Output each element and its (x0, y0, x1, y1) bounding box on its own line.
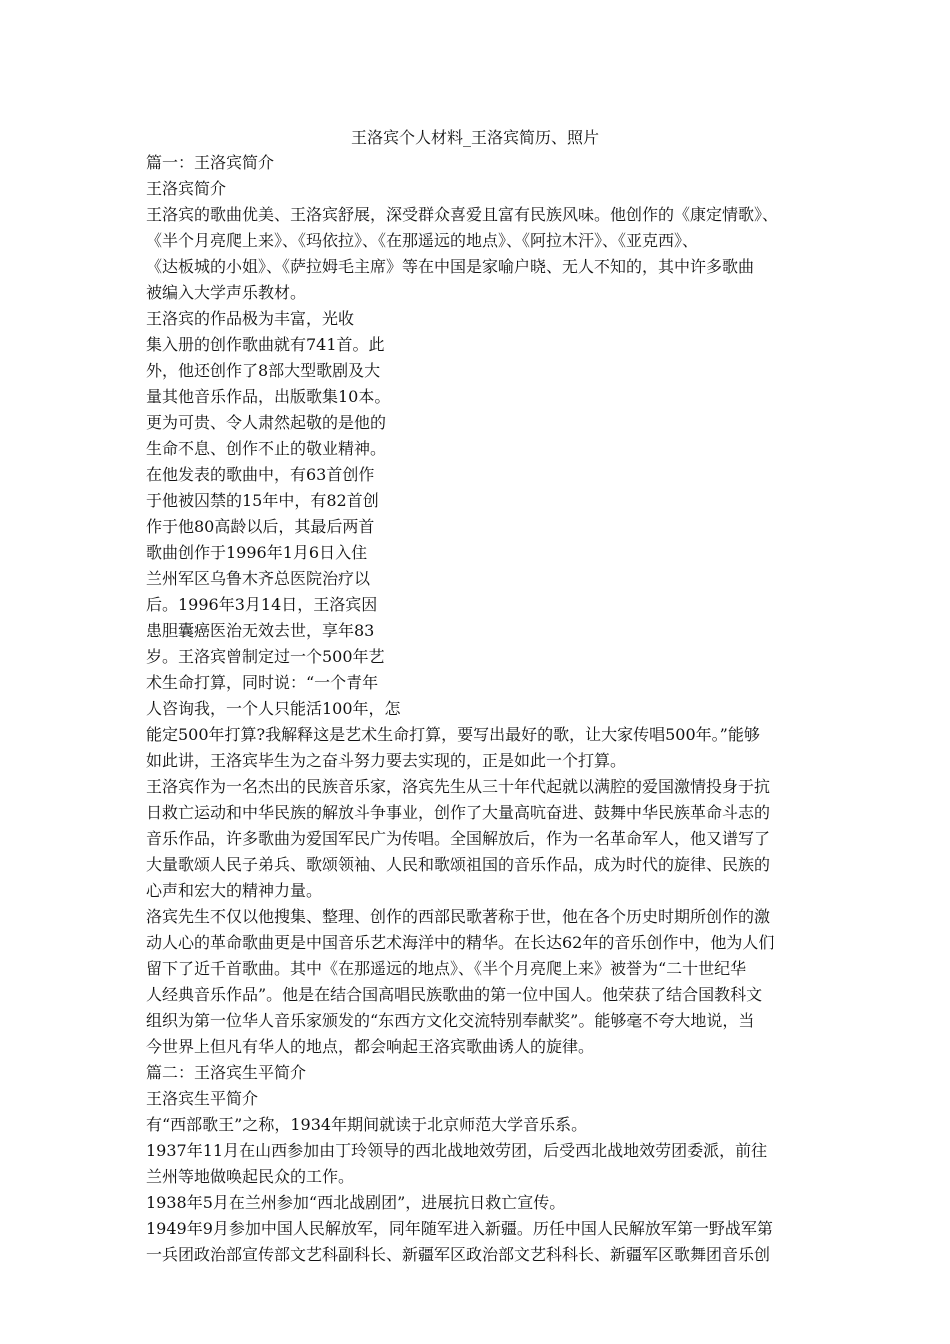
paragraph-line: 心声和宏大的精神力量。 (146, 881, 323, 900)
paragraph-line: 患胆囊癌医治无效去世，享年83 (146, 621, 375, 640)
subsection-heading: 王洛宾简介 (146, 179, 227, 198)
paragraph-line: 岁。王洛宾曾制定过一个500年艺 (146, 647, 385, 666)
paragraph-line: 能定500年打算?我解释这是艺术生命打算，要写出最好的歌，让大家传唱500年。”能够 (146, 725, 760, 744)
paragraph-line: 1937年11月在山西参加由丁玲领导的西北战地效劳团，后受西北战地效劳团委派，前往 (146, 1141, 768, 1160)
paragraph-line: 在他发表的歌曲中，有63首创作 (146, 465, 375, 484)
paragraph-line: 大量歌颂人民子弟兵、歌颂领袖、人民和歌颂祖国的音乐作品，成为时代的旋律、民族的 (146, 855, 771, 874)
document-title: 王洛宾个人材料_王洛宾简历、照片 (350, 128, 599, 147)
paragraph-line: 组织为第一位华人音乐家颁发的“东西方文化交流特别奉献奖”。能够毫不夸大地说，当 (146, 1011, 755, 1030)
paragraph-line: 王洛宾作为一名杰出的民族音乐家，洛宾先生从三十年代起就以满腔的爱国激情投身于抗 (146, 777, 771, 796)
section-heading: 篇二：王洛宾生平简介 (146, 1063, 307, 1082)
paragraph-line: 被编入大学声乐教材。 (146, 283, 307, 302)
paragraph-line: 有“西部歌王”之称，1934年期间就读于北京师范大学音乐系。 (146, 1115, 588, 1134)
paragraph-line: 一兵团政治部宣传部文艺科副科长、新疆军区政治部文艺科科长、新疆军区歌舞团音乐创 (146, 1245, 771, 1264)
paragraph-line: 《半个月亮爬上来》、《玛依拉》、《在那遥远的地点》、《阿拉木汗》、《亚克西》、 (146, 231, 699, 250)
paragraph-line: 于他被囚禁的15年中，有82首创 (146, 491, 379, 510)
paragraph-line: 音乐作品，许多歌曲为爱国军民广为传唱。全国解放后，作为一名革命军人，他又谱写了 (146, 829, 771, 848)
document-body (146, 150, 818, 1268)
paragraph-line: 量其他音乐作品，出版歌集10本。 (146, 387, 391, 406)
paragraph-line: 生命不息、创作不止的敬业精神。 (146, 439, 387, 458)
paragraph-line: 后。1996年3月14日，王洛宾因 (146, 595, 378, 614)
paragraph-line: 1938年5月在兰州参加“西北战剧团”，进展抗日救亡宣传。 (146, 1193, 566, 1212)
paragraph-line: 如此讲，王洛宾毕生为之奋斗努力要去实现的，正是如此一个打算。 (146, 751, 627, 770)
paragraph-line: 1949年9月参加中国人民解放军，同年随军进入新疆。历任中国人民解放军第一野战军第 (146, 1219, 773, 1238)
paragraph-line: 日救亡运动和中华民族的解放斗争事业，创作了大量高吭奋进、鼓舞中华民族革命斗志的 (146, 803, 771, 822)
paragraph-line: 人经典音乐作品”。他是在结合国高唱民族歌曲的第一位中国人。他荣获了结合国教科文 (146, 985, 763, 1004)
paragraph-line: 人咨询我，一个人只能活100年，怎 (146, 699, 401, 718)
subsection-heading: 王洛宾生平简介 (146, 1089, 259, 1108)
paragraph-line: 集入册的创作歌曲就有741首。此 (146, 335, 385, 354)
paragraph-line: 更为可贵、令人肃然起敬的是他的 (146, 413, 387, 432)
paragraph-line: 术生命打算，同时说：“一个青年 (146, 673, 379, 692)
paragraph-line: 洛宾先生不仅以他搜集、整理、创作的西部民歌著称于世，他在各个历史时期所创作的激 (146, 907, 771, 926)
paragraph-line: 歌曲创作于1996年1月6日入住 (146, 543, 368, 562)
paragraph-line: 今世界上但凡有华人的地点，都会响起王洛宾歌曲诱人的旋律。 (146, 1037, 595, 1056)
paragraph-line: 留下了近千首歌曲。其中《在那遥远的地点》、《半个月亮爬上来》被誉为“二十世纪华 (146, 959, 747, 978)
paragraph-line: 王洛宾的歌曲优美、王洛宾舒展，深受群众喜爱且富有民族风味。他创作的《康定情歌》、 (146, 205, 779, 224)
section-heading: 篇一：王洛宾简介 (146, 153, 275, 172)
paragraph-line: 王洛宾的作品极为丰富，光收 (146, 309, 355, 328)
paragraph-line: 《达板城的小姐》、《萨拉姆毛主席》等在中国是家喻户晓、无人不知的，其中许多歌曲 (146, 257, 755, 276)
paragraph-line: 兰州等地做唤起民众的工作。 (146, 1167, 355, 1186)
paragraph-line: 作于他80高龄以后，其最后两首 (146, 517, 375, 536)
paragraph-line: 外，他还创作了8部大型歌剧及大 (146, 361, 381, 380)
paragraph-line: 动人心的革命歌曲更是中国音乐艺术海洋中的精华。在长达62年的音乐创作中，他为人们 (146, 933, 775, 952)
paragraph-line: 兰州军区乌鲁木齐总医院治疗以 (146, 569, 371, 588)
